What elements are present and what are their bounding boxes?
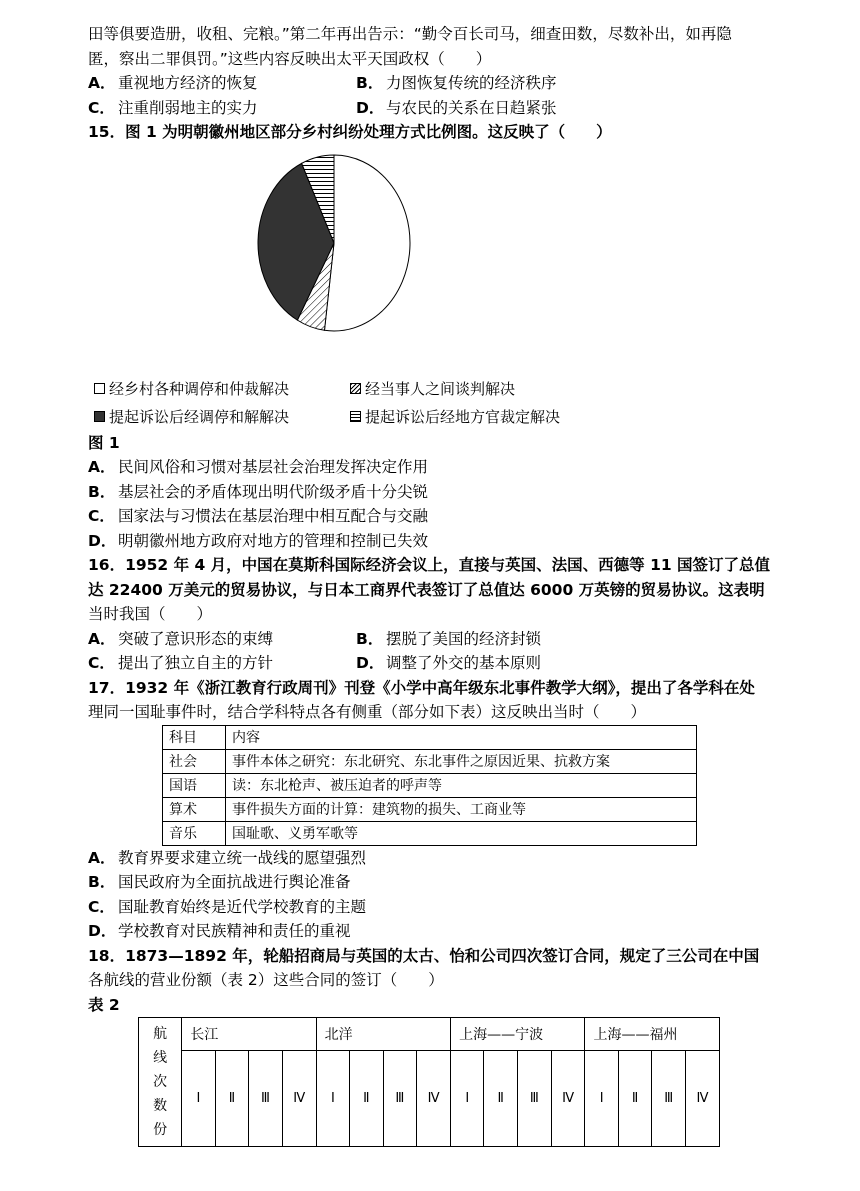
legend-swatch bbox=[350, 411, 361, 422]
figure-label: 图 1 bbox=[88, 433, 120, 452]
route-header-changjiang: 长江 bbox=[182, 1018, 316, 1051]
phase-cell: Ⅰ bbox=[585, 1051, 618, 1147]
phase-cell: Ⅲ bbox=[652, 1051, 686, 1147]
question-17 bbox=[88, 676, 783, 944]
phase-cell: Ⅱ bbox=[215, 1051, 249, 1147]
q15-option-d[interactable]: D． 明朝徽州地方政府对地方的管理和控制已失效 bbox=[88, 531, 429, 550]
table-cell: 音乐 bbox=[163, 821, 226, 845]
q16-options-row-1 bbox=[88, 627, 783, 652]
pie-chart-figure bbox=[88, 145, 783, 375]
phase-cell: Ⅳ bbox=[282, 1051, 316, 1147]
phase-cell: Ⅰ bbox=[182, 1051, 215, 1147]
table-row bbox=[163, 797, 697, 821]
phase-cell: Ⅲ bbox=[249, 1051, 283, 1147]
legend-item-mediation: 经乡村各种调停和仲裁解决 bbox=[94, 375, 350, 403]
pie-legend bbox=[94, 375, 783, 431]
question-18 bbox=[88, 944, 783, 1148]
q17-option-a[interactable]: A． 教育界要求建立统一战线的愿望强烈 bbox=[88, 848, 367, 867]
table-header-cell: 内容 bbox=[226, 725, 697, 749]
q14-options-row-2 bbox=[88, 96, 783, 121]
question-16 bbox=[88, 553, 783, 676]
shipping-share-table bbox=[138, 1017, 720, 1147]
q15-stem: 15．图 1 为明朝徽州地区部分乡村纠纷处理方式比例图。这反映了（ ） bbox=[88, 123, 612, 141]
q17-stem-line-1: 17．1932 年《浙江教育行政周刊》刊登《小学中高年级东北事件教学大纲》，提出了各学科在处 bbox=[88, 678, 755, 697]
q16-option-a[interactable]: A． 突破了意识形态的束缚 bbox=[88, 629, 274, 648]
table-cell: 算术 bbox=[163, 797, 226, 821]
q14-option-c[interactable]: C． 注重削弱地主的实力 bbox=[88, 98, 258, 117]
q17-option-c[interactable]: C． 国耻教育始终是近代学校教育的主题 bbox=[88, 897, 367, 916]
table-cell: 国耻歌、义勇军歌等 bbox=[226, 821, 697, 845]
legend-item-lawsuit-settlement: 提起诉讼后经调停和解解决 bbox=[94, 403, 350, 431]
legend-swatch bbox=[350, 383, 361, 394]
table-cell: 国语 bbox=[163, 773, 226, 797]
phase-cell: Ⅱ bbox=[350, 1051, 384, 1147]
curriculum-table bbox=[162, 725, 697, 846]
pie-chart bbox=[88, 145, 428, 375]
table-row bbox=[139, 1051, 720, 1147]
table-cell: 社会 bbox=[163, 749, 226, 773]
q15-option-c[interactable]: C． 国家法与习惯法在基层治理中相互配合与交融 bbox=[88, 507, 429, 525]
q15-option-b[interactable]: B． 基层社会的矛盾体现出明代阶级矛盾十分尖锐 bbox=[88, 482, 429, 501]
table-row bbox=[163, 773, 697, 797]
q16-stem-line-3: 当时我国（ ） bbox=[88, 605, 213, 623]
q17-stem-line-2: 理同一国耻事件时，结合学科特点各有侧重（部分如下表）这反映出当时（ ） bbox=[88, 703, 647, 721]
q16-option-b[interactable]: B． 摆脱了美国的经济封锁 bbox=[356, 629, 542, 648]
phase-cell: Ⅳ bbox=[417, 1051, 451, 1147]
q16-options-row-2 bbox=[88, 651, 783, 676]
q17-option-d[interactable]: D． 学校教育对民族精神和责任的重视 bbox=[88, 922, 351, 940]
q18-stem-line-1: 18．1873—1892 年，轮船招商局与英国的太古、怡和公司四次签订合同，规定了三公司在中国 bbox=[88, 946, 760, 965]
question-14 bbox=[88, 22, 783, 120]
table-row bbox=[163, 749, 697, 773]
route-header-shanghai-ningbo: 上海——宁波 bbox=[451, 1018, 585, 1051]
phase-cell: Ⅲ bbox=[383, 1051, 417, 1147]
q17-option-b[interactable]: B． 国民政府为全面抗战进行舆论准备 bbox=[88, 873, 351, 891]
table-cell: 事件损失方面的计算：建筑物的损失、工商业等 bbox=[226, 797, 697, 821]
phase-cell: Ⅳ bbox=[551, 1051, 585, 1147]
table-header-cell: 科目 bbox=[163, 725, 226, 749]
table-cell: 读：东北枪声、被压迫者的呼声等 bbox=[226, 773, 697, 797]
q16-stem-line-2: 达 22400 万美元的贸易协议，与日本工商界代表签订了总值达 6000 万英镑的贸易协议。这表明 bbox=[88, 580, 765, 599]
row-header-cell: 航 线 次 数 份 bbox=[139, 1018, 182, 1147]
route-header-shanghai-fuzhou: 上海——福州 bbox=[585, 1018, 720, 1051]
q15-option-a[interactable]: A． 民间风俗和习惯对基层社会治理发挥决定作用 bbox=[88, 458, 429, 476]
phase-cell: Ⅰ bbox=[316, 1051, 349, 1147]
phase-cell: Ⅰ bbox=[451, 1051, 484, 1147]
q14-options-row-1 bbox=[88, 71, 783, 96]
q16-option-d[interactable]: D． 调整了外交的基本原则 bbox=[356, 654, 542, 672]
legend-item-negotiation: 经当事人之间谈判解决 bbox=[350, 375, 606, 403]
q14-option-b[interactable]: B． 力图恢复传统的经济秩序 bbox=[356, 74, 557, 92]
table-header-row bbox=[139, 1018, 720, 1051]
legend-swatch bbox=[94, 411, 105, 422]
q14-stem-line-1: 田等俱要造册，收租、完粮。”第二年再出告示：“勤令百长司马，细查田数，尽数补出，如再隐 bbox=[88, 25, 732, 43]
phase-cell: Ⅲ bbox=[517, 1051, 551, 1147]
q14-option-a[interactable]: A． 重视地方经济的恢复 bbox=[88, 74, 258, 92]
table-2-label: 表 2 bbox=[88, 995, 120, 1014]
q16-option-c[interactable]: C． 提出了独立自主的方针 bbox=[88, 654, 274, 672]
question-15 bbox=[88, 120, 783, 553]
legend-item-lawsuit-ruling: 提起诉讼后经地方官裁定解决 bbox=[350, 403, 606, 431]
phase-cell: Ⅳ bbox=[686, 1051, 720, 1147]
phase-cell: Ⅱ bbox=[618, 1051, 652, 1147]
route-header-beiyang: 北洋 bbox=[316, 1018, 450, 1051]
pie-slice-mediation bbox=[324, 155, 410, 331]
legend-swatch bbox=[94, 383, 105, 394]
phase-cell: Ⅱ bbox=[484, 1051, 518, 1147]
q14-stem-line-2: 匿，察出二罪俱罚。”这些内容反映出太平天国政权（ ） bbox=[88, 49, 492, 68]
q14-option-d[interactable]: D． 与农民的关系在日趋紧张 bbox=[356, 98, 557, 117]
q18-stem-line-2: 各航线的营业份额（表 2）这些合同的签订（ ） bbox=[88, 971, 444, 989]
q16-stem-line-1: 16．1952 年 4 月，中国在莫斯科国际经济会议上，直接与英国、法国、西德等 11 国签订了总值 bbox=[88, 556, 771, 574]
table-row bbox=[163, 821, 697, 845]
table-header-row bbox=[163, 725, 697, 749]
exam-page bbox=[88, 22, 783, 1147]
table-cell: 事件本体之研究：东北研究、东北事件之原因近果、抗救方案 bbox=[226, 749, 697, 773]
